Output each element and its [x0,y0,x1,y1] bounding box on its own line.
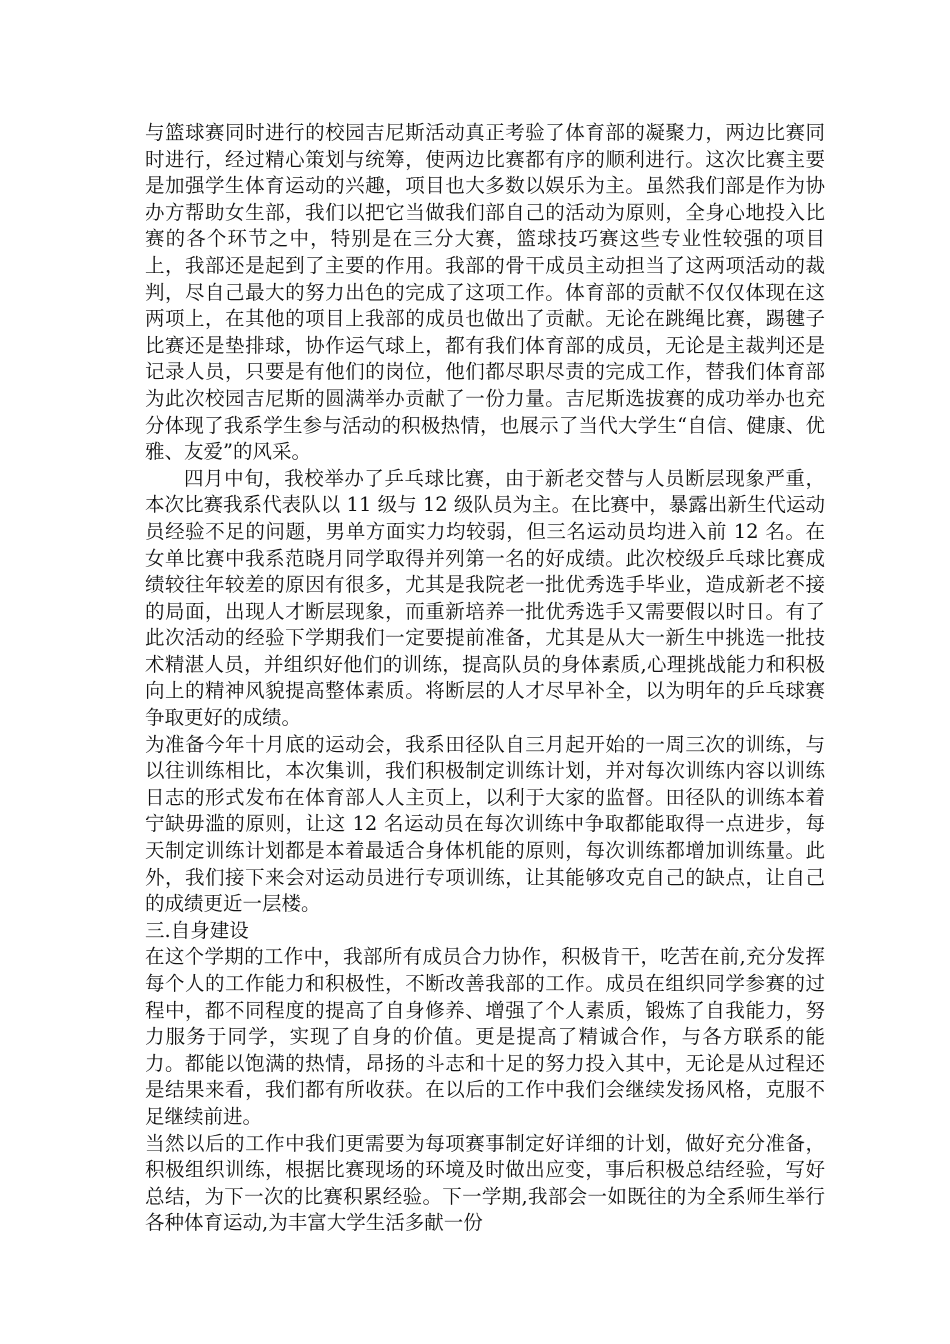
section-heading-self-building: 三.自身建设 [145,918,249,942]
paragraph-future-plans: 当然以后的工作中我们更需要为每项赛事制定好详细的计划，做好充分准备，积极组织训练，根据比赛现场的环境及时做出应变，事后积极总结经验，写好总结，为下一次的比赛积累经验。下一学期,我部会一如既往的为全系师生举行各种体育运动,为丰富大学生活多献一份 [145,1131,825,1235]
document-page [145,120,825,1237]
paragraph-table-tennis: 四月中旬，我校举办了乒乓球比赛，由于新老交替与人员断层现象严重，本次比赛我系代表队以 11 级与 12 级队员为主。在比赛中，暴露出新生代运动员经验不足的问题，男单方面实力均较弱，但三名运动员均进入前 12 名。在女单比赛中我系范晓月同学取得并列第一名的好成绩。此次校级乒乓球比赛成绩较往年较差的原因有很多，尤其是我院老一批优秀选手毕业，造成新老不接的局面，出现人才断层现象，而重新培养一批优秀选手又需要假以时日。有了此次活动的经验下学期我们一定要提前准备，尤其是从大一新生中挑选一批技术精湛人员，并组织好他们的训练，提高队员的身体素质,心理挑战能力和积极向上的精神风貌提高整体素质。将断层的人才尽早补全，以为明年的乒乓球赛争取更好的成绩。 [145,466,825,730]
paragraph-track-and-field: 为准备今年十月底的运动会，我系田径队自三月起开始的一周三次的训练，与以往训练相比，本次集训，我们积极制定训练计划，并对每次训练内容以训练日志的形式发布在体育部人人主页上，以利于大家的监督。田径队的训练本着宁缺毋滥的原则，让这 12 名运动员在每次训练中争取都能取得一点进步，每天制定训练计划都是本着最适合身体机能的原则，每次训练都增加训练量。此外，我们接下来会对运动员进行专项训练，让其能够攻克自己的缺点，让自己的成绩更近一层楼。 [145,732,825,916]
paragraph-campus-guinness: 与篮球赛同时进行的校园吉尼斯活动真正考验了体育部的凝聚力，两边比赛同时进行，经过精心策划与统筹，使两边比赛都有序的顺利进行。这次比赛主要是加强学生体育运动的兴趣，项目也大多数以娱乐为主。虽然我们部是作为协办方帮助女生部，我们以把它当做我们部自己的活动为原则，全身心地投入比赛的各个环节之中，特别是在三分大赛，篮球技巧赛这些专业性较强的项目上，我部还是起到了主要的作用。我部的骨干成员主动担当了这两项活动的裁判，尽自己最大的努力出色的完成了这项工作。体育部的贡献不仅仅体现在这两项上，在其他的项目上我部的成员也做出了贡献。无论在跳绳比赛，踢毽子比赛还是垫排球，协作运气球上，都有我们体育部的成员，无论是主裁判还是记录人员，只要是有他们的岗位，他们都尽职尽责的完成工作，替我们体育部为此次校园吉尼斯的圆满举办贡献了一份力量。吉尼斯选拔赛的成功举办也充分体现了我系学生参与活动的积极热情，也展示了当代大学生“自信、健康、优雅、友爱”的风采。 [145,121,825,464]
paragraph-self-building: 在这个学期的工作中，我部所有成员合力协作，积极肯干，吃苦在前,充分发挥每个人的工作能力和积极性，不断改善我部的工作。成员在组织同学参赛的过程中，都不同程度的提高了自身修养、增强了个人素质，锻炼了自我能力，努力服务于同学，实现了自身的价值。更是提高了精诚合作，与各方联系的能力。都能以饱满的热情，昂扬的斗志和十足的努力投入其中，无论是从过程还是结果来看，我们都有所收获。在以后的工作中我们会继续发扬风格，克服不足继续前进。 [145,945,825,1128]
